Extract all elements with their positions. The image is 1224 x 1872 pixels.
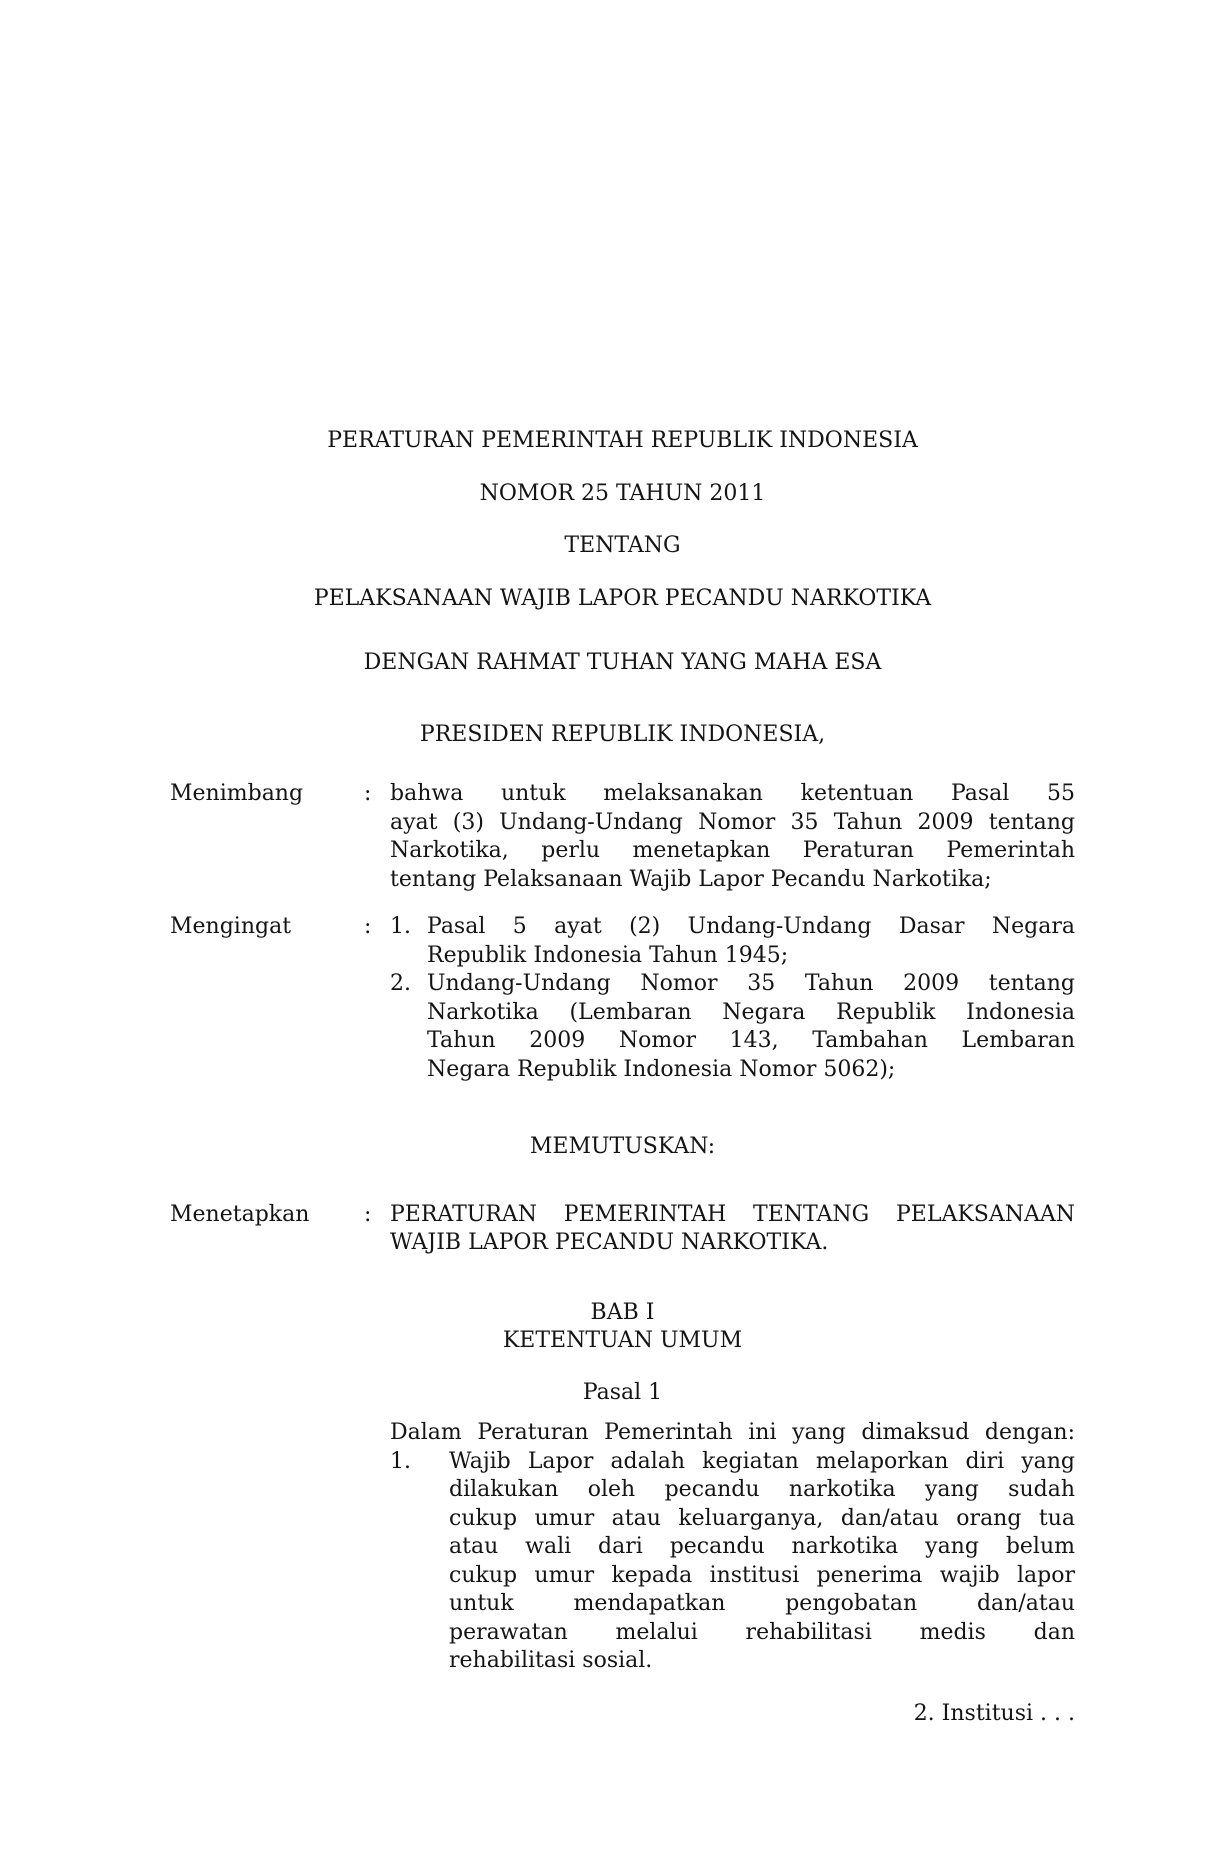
clause-menetapkan (170, 1201, 1075, 1258)
paragraph-intro: Dalam Peraturan Pemerintah ini yang dimaksud dengan: (390, 1420, 1075, 1445)
catchword: 2. Institusi . . . (913, 1700, 1075, 1726)
clause-body: bahwa untuk melaksanakan ketentuan Pasal 55 ayat (3) Undang-Undang Nomor 35 Tahun 2009 tentang Narkotika, perlu menetapkan Peraturan Pemerintah tentang Pelaksanaan Wajib Lapor Pecandu Narkotika; (390, 781, 1075, 892)
chapter-title: KETENTUAN UMUM (502, 1328, 743, 1353)
doc-title-line-1: PERATURAN PEMERINTAH REPUBLIK INDONESIA (327, 428, 918, 453)
article-body (170, 1419, 1075, 1676)
clause-body: PERATURAN PEMERINTAH TENTANG PELAKSANAAN WAJIB LAPOR PECANDU NARKOTIKA. (390, 1201, 1075, 1255)
clause-menimbang (170, 780, 1075, 894)
list-item (390, 1448, 1075, 1676)
clause-label: Menetapkan (170, 1201, 310, 1227)
doc-title-line-4: PELAKSANAAN WAJIB LAPOR PECANDU NARKOTIKA (313, 585, 932, 611)
article-heading: Pasal 1 (582, 1379, 663, 1405)
list-item-number: 2. (390, 971, 411, 996)
clause-colon: : (364, 1201, 372, 1227)
clause-body (390, 913, 1075, 1084)
article-paragraphs (390, 1419, 1075, 1676)
doc-title-line-3: TENTANG (564, 533, 681, 558)
authority-line: PRESIDEN REPUBLIK INDONESIA, (419, 721, 826, 747)
list-item-text: Wajib Lapor adalah kegiatan melaporkan diri yang dilakukan oleh pecandu narkotika yang sudah cukup umur atau keluarganya, dan/atau orang tua atau wali dari pecandu narkotika yang belum cukup umur kepada institusi penerima wajib lapor untuk mendapatkan pengobatan dan/atau perawatan melalui rehabilitasi medis dan rehabilitasi sosial. (449, 1448, 1075, 1673)
list-item-number: 1. (390, 914, 411, 939)
chapter-heading: BAB I (590, 1299, 655, 1325)
clause-colon: : (364, 914, 372, 939)
clause-colon: : (364, 781, 372, 806)
list-item-text: Pasal 5 ayat (2) Undang-Undang Dasar Negara Republik Indonesia Tahun 1945; (427, 914, 1075, 968)
clause-label: Mengingat (170, 914, 292, 939)
list-item (390, 913, 1075, 970)
list-item (390, 970, 1075, 1084)
doc-title-line-2: NOMOR 25 TAHUN 2011 (479, 480, 766, 506)
list-item-number: 1. (390, 1448, 411, 1474)
list-item-text: Undang-Undang Nomor 35 Tahun 2009 tentang Narkotika (Lembaran Negara Republik Indonesia Tahun 2009 Nomor 143, Tambahan Lembaran Negara Republik Indonesia Nomor 5062); (427, 971, 1075, 1082)
document-content (170, 0, 1075, 1728)
clause-label: Menimbang (170, 781, 304, 806)
invocation-line: DENGAN RAHMAT TUHAN YANG MAHA ESA (363, 650, 882, 675)
clause-mengingat (170, 913, 1075, 1084)
heading-memutuskan: MEMUTUSKAN: (529, 1134, 716, 1159)
